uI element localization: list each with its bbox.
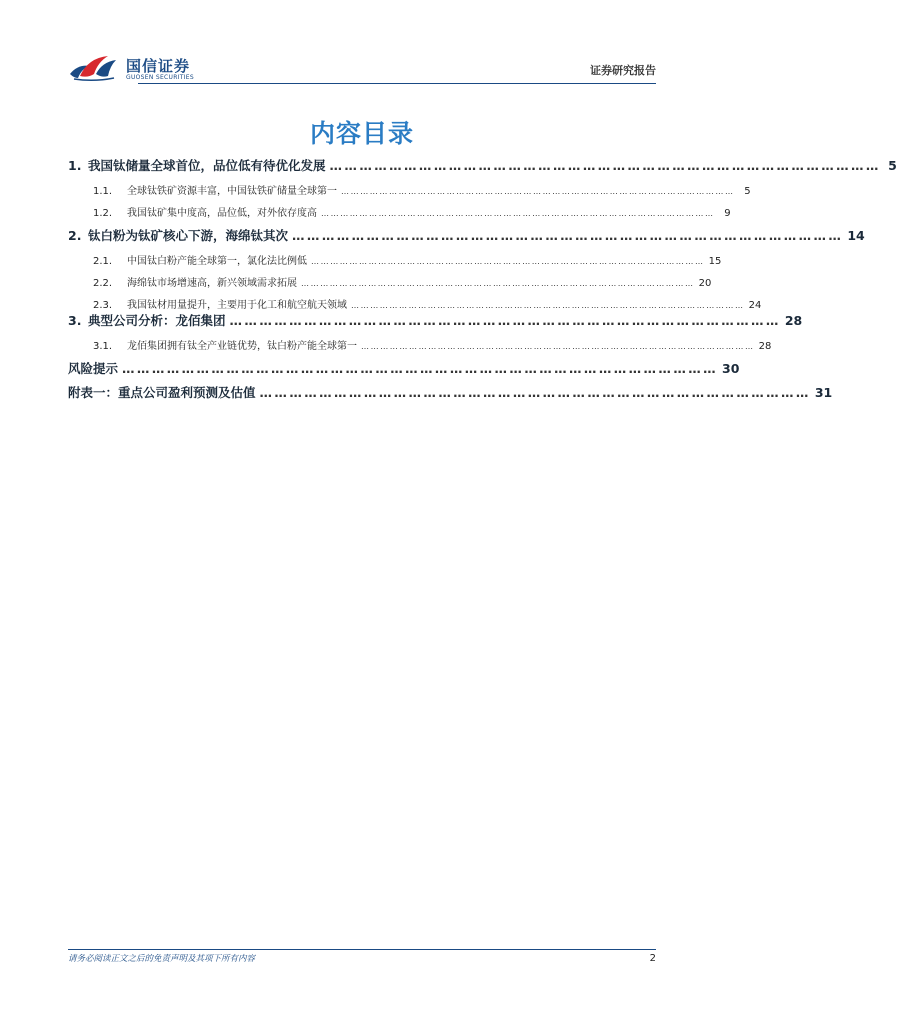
toc-entry-text: 附表一：重点公司盈利预测及估值 (68, 385, 256, 400)
toc-entry-page: 20 (698, 278, 712, 289)
toc-entry-number: 3. (68, 313, 82, 328)
toc-entry-number: 1.1. (93, 186, 113, 197)
toc-entry-2-2[interactable] (68, 274, 712, 289)
toc-dot-leader: …………………………………………………………………………………………………………… (311, 257, 705, 266)
guosen-logo-mark-icon (68, 52, 120, 82)
toc-entry-appendix[interactable] (68, 383, 833, 401)
footer-disclaimer: 请务必阅读正文之后的免责声明及其项下所有内容 (68, 954, 256, 964)
toc-title: 内容目录 (309, 119, 414, 148)
logo-chinese-name: 国信证券 (126, 57, 191, 75)
toc-dot-leader: …………………………………………………………………………………………………………… (351, 301, 745, 310)
toc-entry-page: 5 (744, 186, 751, 197)
footer-divider (68, 949, 656, 950)
toc-entry-3-1[interactable] (68, 337, 772, 352)
toc-entry-text: 我国钛矿集中度高，品位低，对外依存度高 (127, 208, 317, 219)
toc-entry-text: 全球钛铁矿资源丰富，中国钛铁矿储量全球第一 (127, 186, 337, 197)
toc-entry-number: 2.3. (93, 300, 113, 311)
toc-entry-page: 24 (748, 300, 762, 311)
toc-entry-page: 14 (847, 228, 865, 243)
toc-entry-page: 15 (708, 256, 722, 267)
toc-entry-1-1[interactable] (68, 182, 751, 197)
toc-entry-text: 龙佰集团拥有钛全产业链优势，钛白粉产能全球第一 (127, 341, 357, 352)
toc-dot-leader: ………………………………………………………………………………………………… (329, 158, 881, 173)
toc-dot-leader: …………………………………………………………………………………………………………… (341, 187, 735, 196)
toc-entry-page: 28 (758, 341, 772, 352)
toc-dot-leader: …………………………………………………………………………………………………………… (301, 279, 695, 288)
toc-entry-risk[interactable] (68, 359, 740, 377)
page-number: 2 (649, 953, 656, 964)
toc-dot-leader: ………………………………………………………………………………………………… (292, 228, 844, 243)
toc-entry-page: 28 (784, 313, 803, 328)
toc-entry-2-1[interactable] (68, 252, 722, 267)
toc-entry-page: 9 (724, 208, 731, 219)
toc-entry-number: 1. (68, 158, 82, 173)
toc-entry-text: 中国钛白粉产能全球第一，氯化法比例低 (127, 256, 307, 267)
toc-entry-text: 我国钛储量全球首位，品位低有待优化发展 (88, 158, 326, 173)
report-type-label: 证券研究报告 (590, 64, 656, 77)
logo-english-name: GUOSEN SECURITIES (126, 74, 195, 81)
toc-entry-number: 3.1. (93, 341, 113, 352)
toc-entry-1[interactable] (68, 156, 897, 174)
toc-entry-text: 我国钛材用量提升，主要用于化工和航空航天领域 (127, 300, 347, 311)
toc-entry-page: 30 (722, 361, 740, 376)
toc-entry-number: 1.2. (93, 208, 113, 219)
toc-entry-number: 2.2. (93, 278, 113, 289)
toc-dot-leader: ………………………………………………………………………………………………………… (122, 361, 719, 376)
toc-dot-leader: …………………………………………………………………………………………………………… (321, 209, 715, 218)
page-header (68, 50, 656, 84)
toc-entry-number: 2. (68, 228, 82, 243)
toc-dot-leader: ………………………………………………………………………………………………… (229, 313, 781, 328)
toc-entry-page: 5 (888, 158, 897, 173)
toc-entry-text: 典型公司分析：龙佰集团 (88, 313, 226, 328)
toc-entry-1-2[interactable] (68, 204, 731, 219)
toc-entry-2[interactable] (68, 226, 865, 244)
toc-dot-leader: …………………………………………………………………………………………………………… (361, 342, 755, 351)
header-divider (138, 83, 656, 84)
toc-dot-leader: ………………………………………………………………………………………………… (259, 385, 811, 400)
toc-entry-2-3[interactable] (68, 296, 762, 311)
toc-entry-text: 钛白粉为钛矿核心下游，海绵钛其次 (88, 228, 289, 243)
toc-entry-page: 31 (814, 385, 833, 400)
toc-entry-text: 海绵钛市场增速高，新兴领域需求拓展 (127, 278, 297, 289)
toc-entry-text: 风险提示 (68, 361, 119, 376)
guosen-logo (68, 50, 218, 84)
toc-entry-3[interactable] (68, 311, 803, 329)
toc-entry-number: 2.1. (93, 256, 113, 267)
